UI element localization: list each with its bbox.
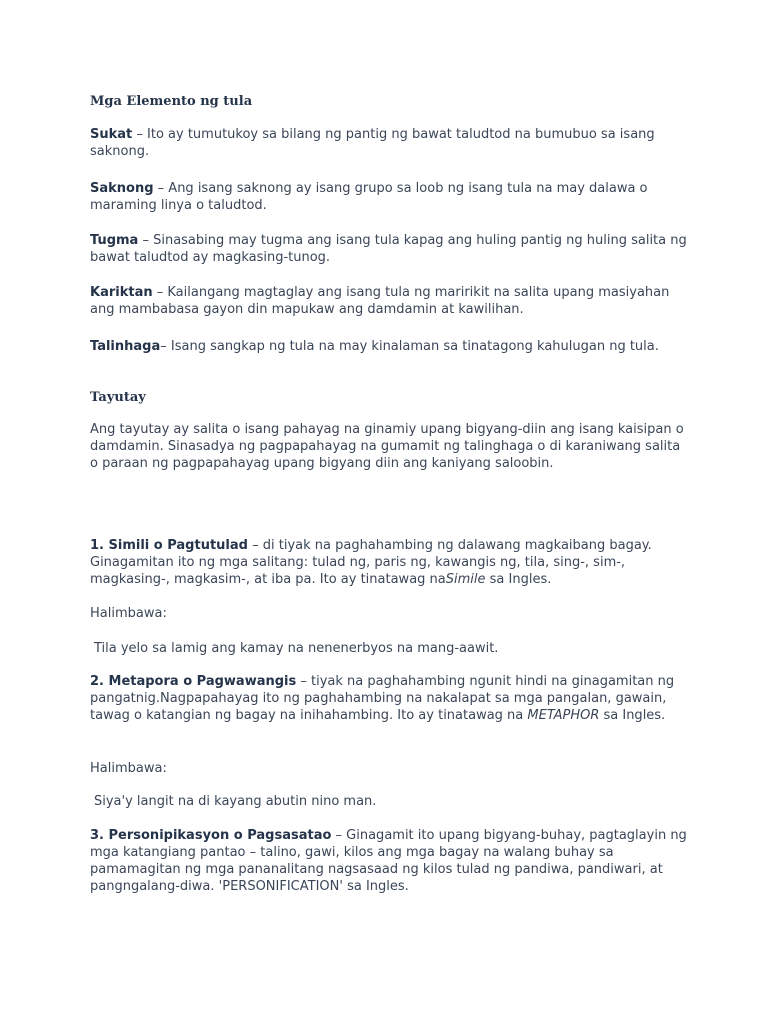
- definition-personipikasyon: [90, 827, 690, 895]
- definition-text-end: sa Ingles.: [485, 572, 552, 587]
- example-label: Halimbawa:: [90, 606, 167, 621]
- english-term: METAPHOR: [527, 708, 600, 723]
- definition-text: – Isang sangkap ng tula na may kinalaman sa tinatagong kahulugan ng tula.: [160, 339, 659, 354]
- definition-text: – di tiyak na paghahambing ng dalawang magkaibang bagay. Ginagamitan ito ng mga salitang: tulad ng, paris ng, kawangis ng, tila, sing-, sim-, magkasing-, magkasim-, at iba pa. Ito ay tinatawag na: [90, 538, 652, 587]
- example-label: Halimbawa:: [90, 761, 167, 776]
- definition-sukat: [90, 126, 690, 160]
- definition-simili: [90, 537, 690, 588]
- term-talinhaga: Talinhaga: [90, 339, 161, 354]
- definition-saknong: [90, 180, 690, 214]
- term-saknong: Saknong: [90, 181, 154, 196]
- tayutay-intro: Ang tayutay ay salita o isang pahayag na ginamiy upang bigyang-diin ang isang kaisipan o damdamin. Sinasadya ng pagpapahayag na gumamit ng talinghaga o di karaniwang salita o paraan ng pagpapahayag upang bigyang diin ang kaniyang saloobin.: [90, 422, 684, 471]
- term-simili: 1. Simili o Pagtutulad: [90, 538, 248, 553]
- english-term: Simile: [445, 572, 486, 587]
- term-sukat: Sukat: [90, 127, 133, 142]
- definition-text: – Kailangang magtaglay ang isang tula ng maririkit na salita upang masiyahan ang mambabasa gayon din mapukaw ang damdamin at kawilihan.: [90, 285, 670, 317]
- section-title-tayutay: Tayutay: [90, 390, 146, 405]
- example-metapora: Siya'y langit na di kayang abutin nino man.: [94, 794, 377, 809]
- term-metapora: 2. Metapora o Pagwawangis: [90, 674, 297, 689]
- definition-tugma: [90, 232, 690, 266]
- definition-talinhaga: [90, 338, 690, 355]
- example-simili: Tila yelo sa lamig ang kamay na nenenerbyos na mang-aawit.: [94, 641, 499, 656]
- definition-text: – Ang isang saknong ay isang grupo sa loob ng isang tula na may dalawa o maraming linya o taludtod.: [90, 181, 648, 213]
- definition-text-end: sa Ingles.: [599, 708, 666, 723]
- definition-kariktan: [90, 284, 690, 318]
- definition-text: – Sinasabing may tugma ang isang tula kapag ang huling pantig ng huling salita ng bawat taludtod ay magkasing-tunog.: [90, 233, 687, 265]
- term-kariktan: Kariktan: [90, 285, 153, 300]
- definition-metapora: [90, 673, 690, 724]
- definition-text: – tiyak na paghahambing ngunit hindi na ginagamitan ng pangatnig.Nagpapahayag ito ng paghahambing na nakalapat sa mga pangalan, gawain, tawag o katangian ng bagay na inihahambing. Ito ay tinatawag na: [90, 674, 675, 723]
- section-title-elemento: Mga Elemento ng tula: [90, 94, 253, 109]
- definition-text: – Ginagamit ito upang bigyang-buhay, pagtaglayin ng mga katangiang pantao – talino, gawi, kilos ang mga bagay na walang buhay sa pamamagitan ng mga pananalitang nagsasaad ng kilos tulad ng pandiwa, pandiwari, at pangngalang-diwa. 'PERSONIFICATION' sa Ingles.: [90, 828, 687, 894]
- definition-text: – Ito ay tumutukoy sa bilang ng pantig ng bawat taludtod na bumubuo sa isang saknong.: [90, 127, 655, 159]
- term-personipikasyon: 3. Personipikasyon o Pagsasatao: [90, 828, 332, 843]
- term-tugma: Tugma: [90, 233, 139, 248]
